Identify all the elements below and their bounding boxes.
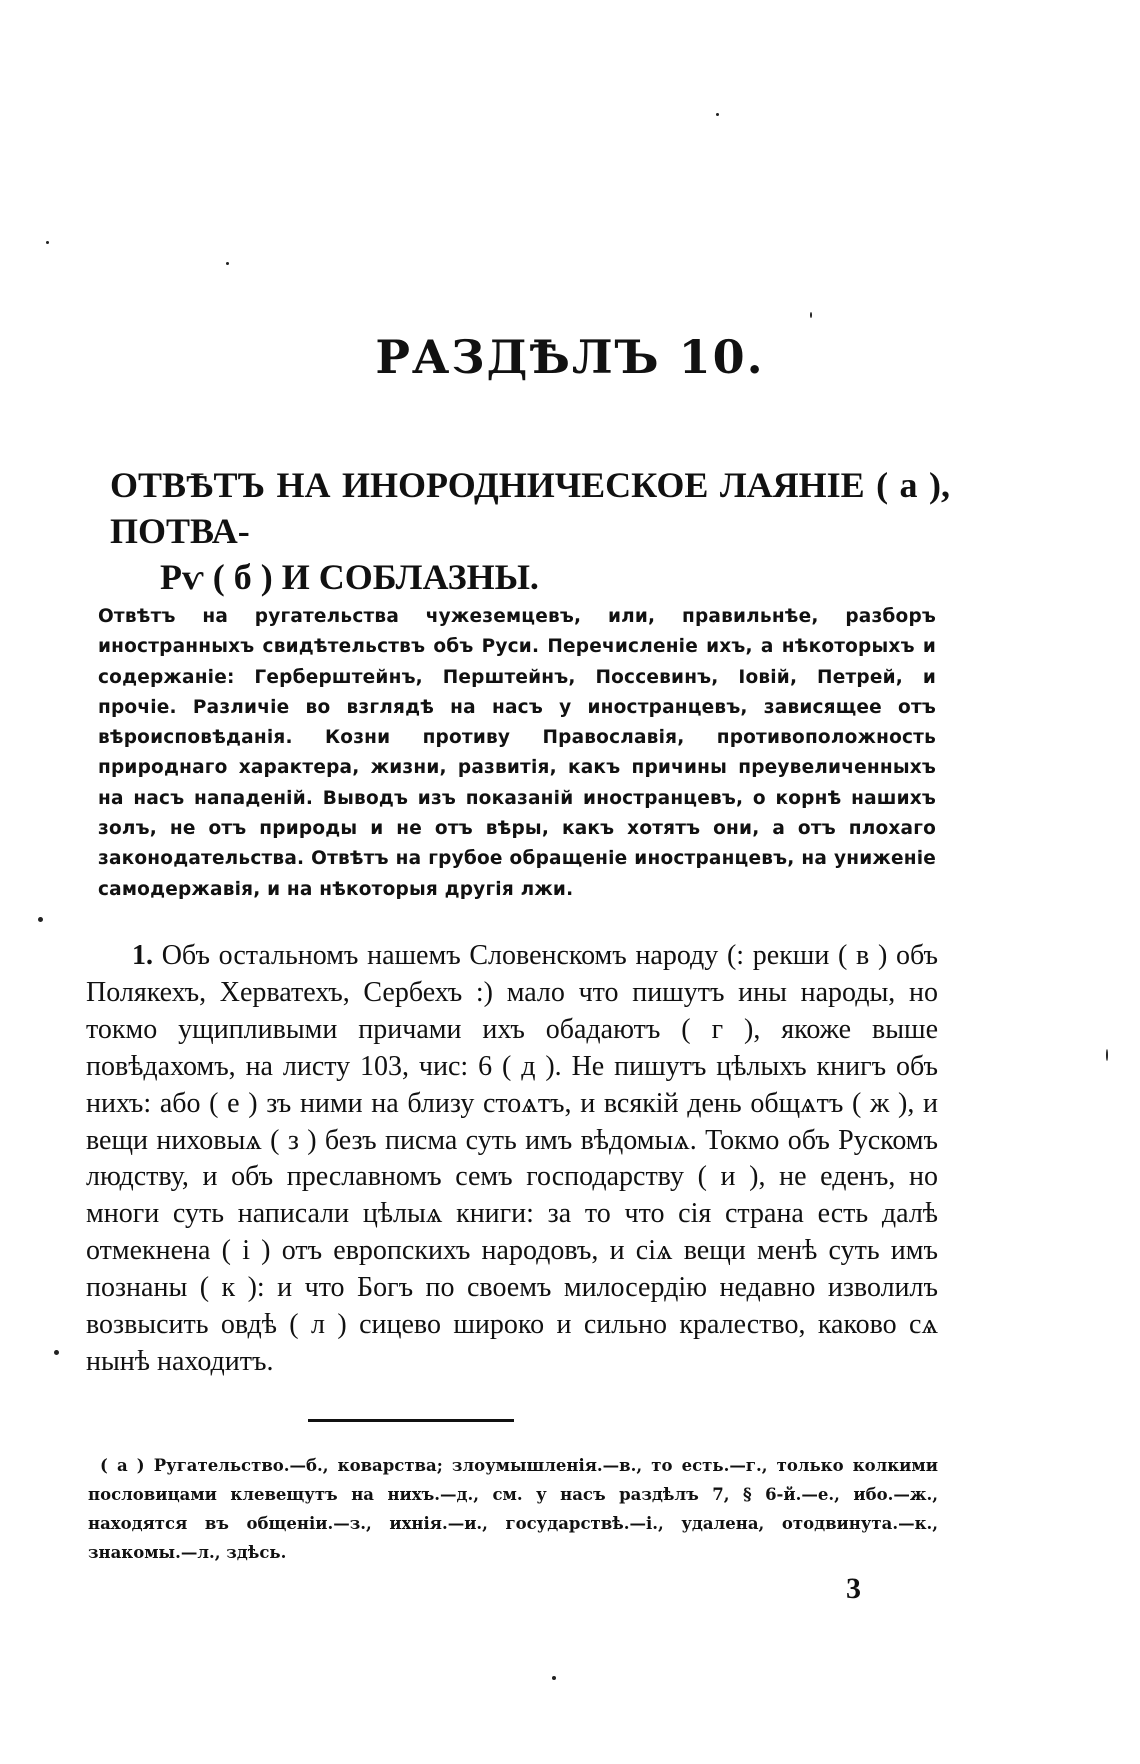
chapter-summary: Отвѣтъ на ругательства чужеземцевъ, или, правильнѣе, разборъ иностранныхъ свидѣтельствъ объ Руси. Перечисленіе ихъ, а нѣкоторыхъ и содержаніе: Герберштейнъ, Перштейнъ, Поссевинъ, Іовій, Петрей, и прочіе. Различіе во взглядѣ на насъ у иностранцевъ, зависящее отъ вѣроисповѣданія. Козни противу Православія, противоположность природнаго характера, жизни, развитія, какъ причины преувеличенныхъ на насъ нападеній. Выводъ изъ показаній иностранцевъ, о корнѣ нашихъ золъ, не отъ природы и не отъ вѣры, какъ хотятъ они, а отъ плохаго законодательства. Отвѣтъ на грубое обращеніе иностранцевъ, на униженіе самодержавія, и на нѣкоторыя другія лжи. xyxy=(98,606,936,900)
scan-speck xyxy=(38,917,43,922)
scan-speck xyxy=(1106,1049,1108,1061)
scan-speck xyxy=(552,1676,556,1680)
page-number: 3 xyxy=(846,1572,861,1605)
scan-speck xyxy=(46,241,49,244)
scan-speck xyxy=(54,1350,59,1355)
main-paragraph xyxy=(86,938,938,1381)
chapter-heading-line-1: ОТВѢТЪ НА ИНОРОДНИЧЕСКОЕ ЛАЯНІЕ ( а ), ПОТВА- xyxy=(110,465,950,551)
chapter-heading-line-2: Рѵ ( б ) И СОБЛАЗНЫ. xyxy=(160,557,539,597)
paragraph-number: 1. xyxy=(132,940,153,971)
footnotes-text: ( а ) Ругательство.—б., коварства; злоумышленія.—в., то есть.—г., только колкими пословицами клевещутъ на нихъ.—д., см. у насъ раздѣлъ 7, § 6-й.—е., ибо.—ж., находятся въ общеніи.—з., ихнія.—и., государствѣ.—і., удалена, отодвинута.—к., знакомы.—л., здѣсь. xyxy=(88,1456,938,1562)
scan-speck xyxy=(226,262,229,265)
footnotes xyxy=(88,1451,938,1567)
scan-speck xyxy=(716,113,719,116)
paragraph-text: Объ остальномъ нашемъ Словенскомъ народу (: рекши ( в ) объ Полякехъ, Херватехъ, Сербехъ :) мало что пишутъ ины народы, но токмо ущипливыми причами ихъ обадаютъ ( г ), якоже выше повѣдахомъ, на листу 103, чис: 6 ( д ). Не пишутъ цѣлыхъ книгъ объ нихъ: або ( е ) зъ ними на близу стоѧтъ, и всякій день общѧтъ ( ж ), и вещи ниховыѧ ( з ) безъ писма суть имъ вѣдомыѧ. Токмо объ Рускомъ людству, и объ преславномъ семъ господарству ( и ), не еденъ, но многи суть написали цѣлыѧ книги: за то что сія страна есть далѣ отмекнена ( і ) отъ европскихъ народовъ, и сіѧ вещи менѣ суть имъ познаны ( к ): и что Богъ по своемъ милосердію недавно изволилъ возвысить овдѣ ( л ) сицево широко и сильно кралество, каково сѧ нынѣ находитъ. xyxy=(86,940,938,1377)
chapter-heading xyxy=(110,462,950,600)
scan-speck xyxy=(810,312,812,318)
footnote-separator xyxy=(308,1419,514,1422)
section-title: РАЗДѢЛЪ 10. xyxy=(375,330,765,384)
